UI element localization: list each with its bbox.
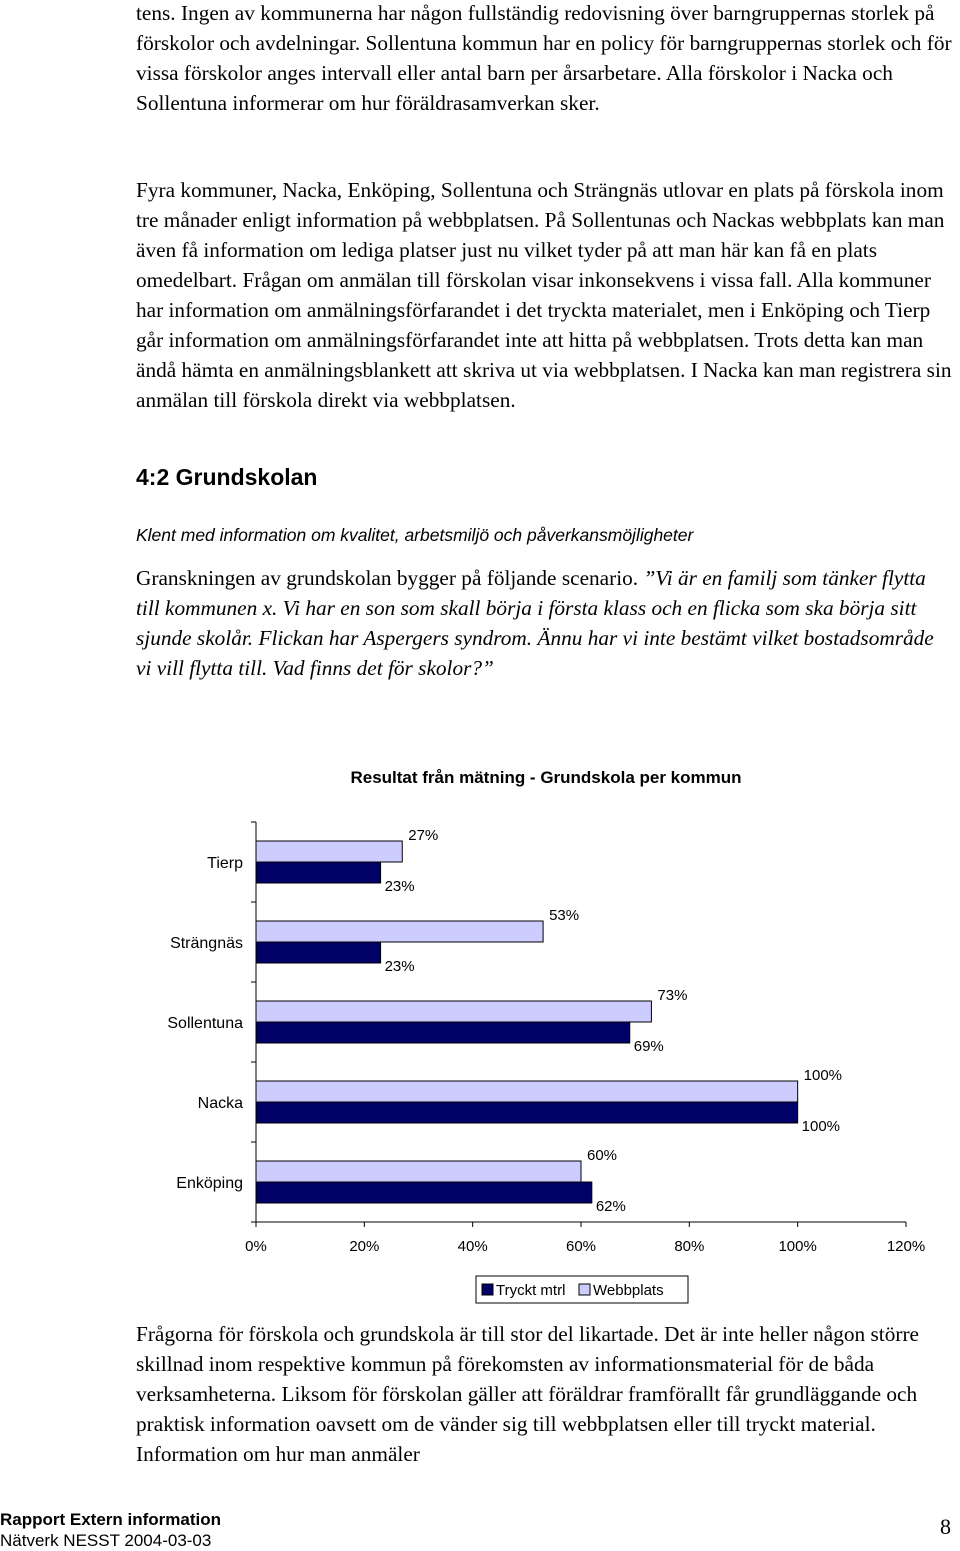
legend-swatch-webbplats <box>579 1284 590 1295</box>
category-label: Strängnäs <box>170 935 243 952</box>
data-label-tryckt-mtrl: 69% <box>633 1038 664 1055</box>
category-label: Nacka <box>197 1095 243 1112</box>
x-tick-label: 80% <box>674 1238 705 1255</box>
bar-webbplats <box>256 1081 798 1102</box>
bar-chart <box>0 750 960 1310</box>
legend-label-tryckt-mtrl: Tryckt mtrl <box>496 1282 566 1299</box>
legend-label-webbplats: Webbplats <box>593 1282 664 1299</box>
bar-webbplats <box>256 841 402 862</box>
bar-tryckt-mtrl <box>256 1022 630 1043</box>
data-label-webbplats: 60% <box>587 1147 618 1164</box>
x-tick-label: 20% <box>349 1238 380 1255</box>
category-label: Tierp <box>207 855 243 872</box>
x-tick-label: 120% <box>886 1238 926 1255</box>
x-tick-label: 0% <box>245 1238 267 1255</box>
data-label-webbplats: 27% <box>408 827 439 844</box>
chart-title: Resultat från mätning - Grundskola per kommun <box>350 768 742 787</box>
footer-report-title: Rapport Extern information <box>0 1510 222 1529</box>
data-label-webbplats: 73% <box>657 987 688 1004</box>
data-label-tryckt-mtrl: 100% <box>801 1118 841 1135</box>
bar-webbplats <box>256 1161 581 1182</box>
legend-swatch-tryckt-mtrl <box>482 1284 493 1295</box>
bar-tryckt-mtrl <box>256 862 381 883</box>
footer-network-date: Nätverk NESST 2004-03-03 <box>0 1531 212 1550</box>
paragraph-comparison: Frågorna för förskola och grundskola är till stor del likartade. Det är inte heller någon större skillnad inom respektive kommun på förekomsten av informationsmaterial för de båda verksamheterna. Liksom för förskolan gäller att föräldrar framförallt får grundläggande och praktisk information oavsett om de vänder sig till webbplatsen eller till tryckt material. Information om hur man anmäler <box>136 1322 919 1466</box>
scenario-intro: Granskningen av grundskolan bygger på följande scenario. <box>136 566 644 590</box>
bar-tryckt-mtrl <box>256 942 381 963</box>
category-label: Enköping <box>176 1175 243 1192</box>
page-number: 8 <box>940 1514 951 1539</box>
data-label-tryckt-mtrl: 23% <box>384 958 415 975</box>
scenario-quote: ”Vi är en familj som tänker flytta till kommunen x. Vi har en son som skall börja i första klass och en flicka som ska börja sitt sjunde skolår. Flickan har Aspergers syndrom. Ännu har vi inte bestämt vilket bostadsområde vi vill flytta till. Vad finns det för skolor?” <box>136 566 934 680</box>
paragraph-forskola-plats: Fyra kommuner, Nacka, Enköping, Sollentuna och Strängnäs utlovar en plats på förskola inom tre månader enligt information på webbplatsen. På Sollentunas och Nackas webbplats kan man även få information om lediga platser just nu vilket tyder på att man här kan få en plats omedelbart. Frågan om anmälan till förskolan visar inkonsekvens i vissa fall. Alla kommuner har information om anmälningsförfarandet i det tryckta materialet, men i Enköping och Tierp går information om anmälningsförfarandet inte att hitta på webbplatsen. Trots detta kan man ändå hämta en anmälningsblankett att skriva ut via webbplatsen. I Nacka kan man registrera sin anmälan till förskola direkt via webbplatsen. <box>136 178 952 412</box>
x-tick-label: 40% <box>457 1238 488 1255</box>
bar-webbplats <box>256 921 543 942</box>
paragraph-scenario <box>136 563 954 683</box>
data-label-webbplats: 53% <box>549 907 580 924</box>
bar-tryckt-mtrl <box>256 1182 592 1203</box>
bar-tryckt-mtrl <box>256 1102 798 1123</box>
data-label-tryckt-mtrl: 23% <box>384 878 415 895</box>
data-label-tryckt-mtrl: 62% <box>595 1198 626 1215</box>
section-heading: 4:2 Grundskolan <box>136 464 318 490</box>
category-label: Sollentuna <box>167 1015 243 1032</box>
paragraph-forskola-end: tens. Ingen av kommunerna har någon fullständig redovisning över barngruppernas storlek på förskolor och avdelningar. Sollentuna kommun har en policy för barngruppernas storlek och för vissa förskolor anges intervall eller antal barn per årsarbetare. Alla förskolor i Nacka och Sollentuna informerar om hur föräldrasamverkan sker. <box>136 1 952 115</box>
bar-webbplats <box>256 1001 651 1022</box>
data-label-webbplats: 100% <box>803 1067 843 1084</box>
section-subheading: Klent med information om kvalitet, arbetsmiljö och påverkansmöjligheter <box>136 525 694 545</box>
x-tick-label: 100% <box>778 1238 817 1255</box>
x-tick-label: 60% <box>565 1238 597 1255</box>
